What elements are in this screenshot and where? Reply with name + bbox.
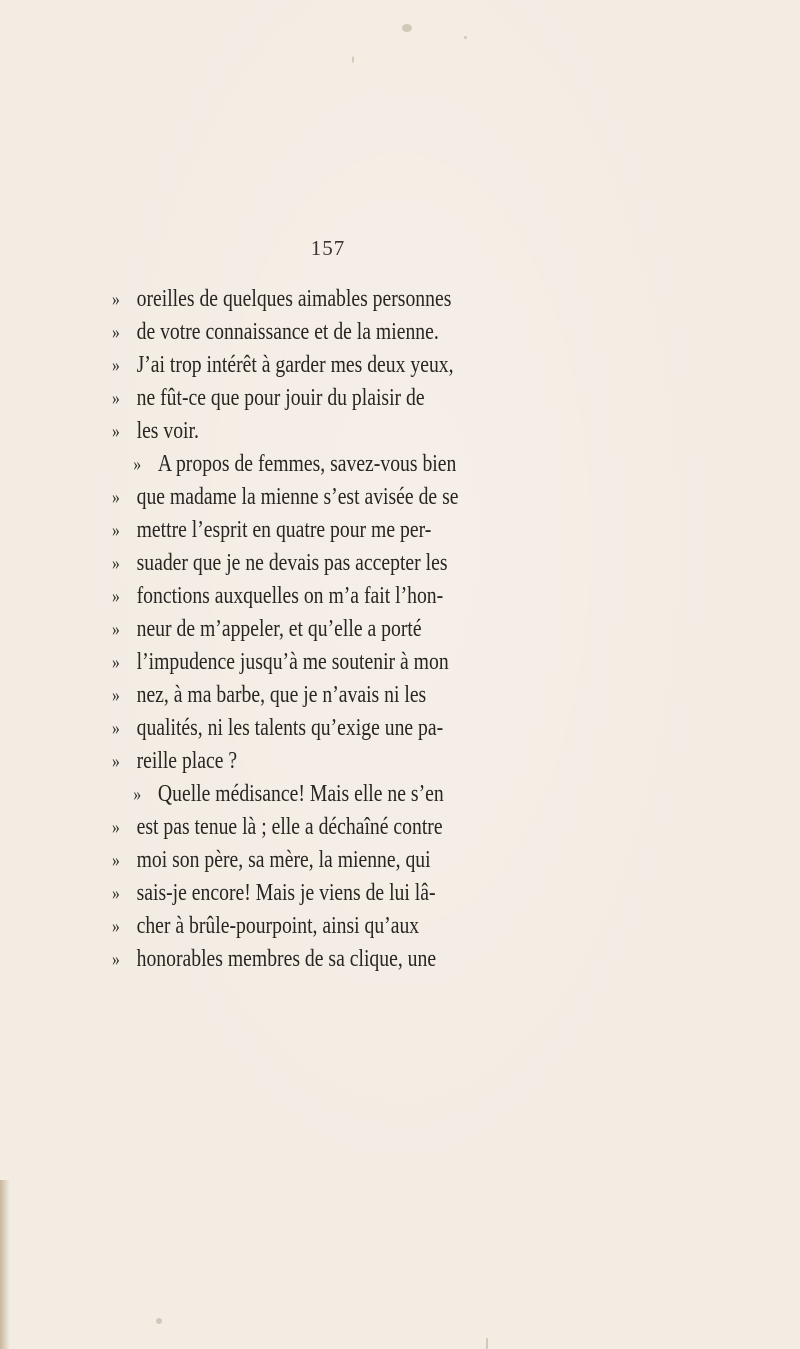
paper-speck [156,1318,162,1324]
quote-marker: » [133,784,142,805]
line-text: cher à brûle-pourpoint, ainsi qu’aux [136,913,420,939]
line-text: Quelle médisance! Mais elle ne s’en [157,781,444,807]
line-text: est pas tenue là ; elle a déchaîné contre [136,814,443,840]
text-line [112,382,481,415]
text-line [112,283,481,316]
line-text: A propos de femmes, savez-vous bien [157,451,457,477]
paper-speck [486,1338,488,1349]
text-line [112,415,481,448]
quote-marker: » [112,421,120,442]
quote-marker: » [112,949,120,970]
text-line [112,811,481,844]
text-line [112,316,481,349]
quote-marker: » [112,619,120,640]
text-line [112,943,481,976]
text-line [112,349,481,382]
paper-speck [352,56,354,63]
quote-marker: » [112,850,120,871]
quote-marker: » [112,520,120,541]
quote-marker: » [112,718,120,739]
text-line [112,910,481,943]
line-text: que madame la mienne s’est avisée de se [136,484,459,510]
quote-marker: » [112,487,120,508]
line-text: honorables membres de sa clique, une [136,946,437,972]
line-text: oreilles de quelques aimables personnes [136,286,452,312]
text-line-paragraph-start [112,778,481,811]
text-line [112,613,481,646]
line-text: les voir. [136,418,199,444]
line-text: suader que je ne devais pas accepter les [136,550,448,576]
text-line [112,547,481,580]
line-text: sais-je encore! Mais je viens de lui lâ- [136,880,436,906]
paper-speck [402,24,412,32]
quote-marker: » [112,916,120,937]
quote-marker: » [133,454,142,475]
quote-marker: » [112,355,120,376]
line-text: ne fût-ce que pour jouir du plaisir de [136,385,425,411]
page-edge-shadow [0,1180,10,1349]
line-text: mettre l’esprit en quatre pour me per- [136,517,432,543]
line-text: l’impudence jusqu’à me soutenir à mon [136,649,449,675]
line-text: J’ai trop intérêt à garder mes deux yeux, [136,352,454,378]
quote-marker: » [112,652,120,673]
line-text: reille place ? [136,748,238,774]
quote-marker: » [112,322,120,343]
quote-marker: » [112,553,120,574]
text-line [112,514,481,547]
text-line [112,580,481,613]
line-text: neur de m’appeler, et qu’elle a porté [136,616,422,642]
page-number: 157 [310,236,346,260]
quote-marker: » [112,685,120,706]
quote-marker: » [112,817,120,838]
paper-speck [464,36,467,39]
text-line [112,679,481,712]
quote-marker: » [112,751,120,772]
text-line [112,481,481,514]
text-line [112,745,481,778]
text-line [112,646,481,679]
text-line [112,877,481,910]
line-text: de votre connaissance et de la mienne. [136,319,439,345]
text-line-paragraph-start [112,448,481,481]
quote-marker: » [112,586,120,607]
line-text: qualités, ni les talents qu’exige une pa- [136,715,444,741]
body-text [112,283,562,976]
line-text: nez, à ma barbe, que je n’avais ni les [136,682,427,708]
quote-marker: » [112,883,120,904]
line-text: fonctions auxquelles on m’a fait l’hon- [136,583,444,609]
quote-marker: » [112,388,120,409]
text-line [112,712,481,745]
text-line [112,844,481,877]
quote-marker: » [112,289,120,310]
line-text: moi son père, sa mère, la mienne, qui [136,847,431,873]
